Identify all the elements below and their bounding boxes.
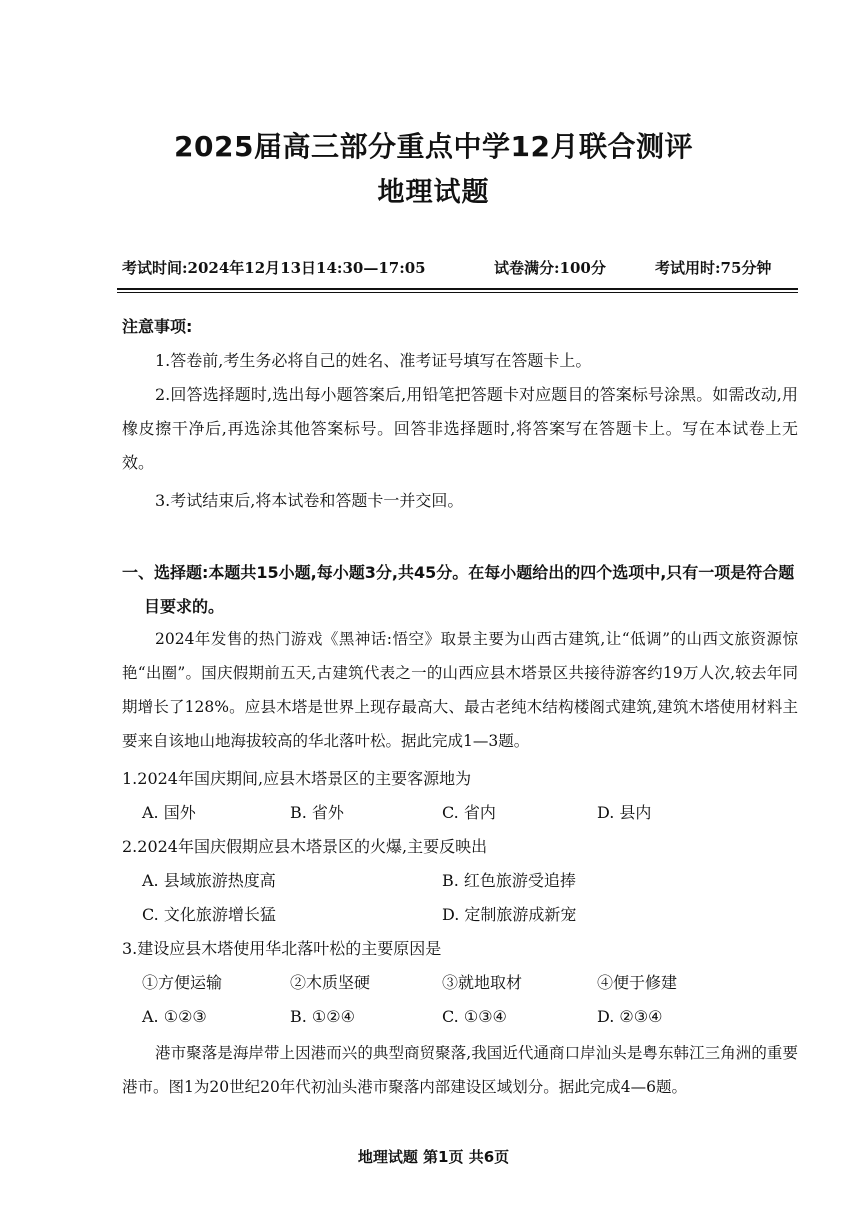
- q3-option-c: C. ①③④: [442, 1007, 507, 1026]
- q3-option-b: B. ①②④: [290, 1007, 355, 1026]
- q3-choice-4: ④便于修建: [597, 973, 678, 992]
- question-2-stem: 2.2024年国庆假期应县木塔景区的火爆,主要反映出: [122, 837, 488, 856]
- q1-option-c: C. 省内: [442, 803, 496, 822]
- passage-2: 港市聚落是海岸带上因港而兴的典型商贸聚落,我国近代通商口岸汕头是粤东韩江三角洲的重要港市。图1为20世纪20年代初汕头港市聚落内部建设区域划分。据此完成4—6题。: [122, 1044, 798, 1096]
- q3-option-d: D. ②③④: [597, 1007, 663, 1026]
- passage-1: 2024年发售的热门游戏《黑神话:悟空》取景主要为山西古建筑,让“低调”的山西文旅资源惊艳“出圈”。国庆假期前五天,古建筑代表之一的山西应县木塔景区共接待游客约19万人次,较去年同期增长了128%。应县木塔是世界上现存最高大、最古老纯木结构楼阁式建筑,建筑木塔使用材料主要来自该地山地海拔较高的华北落叶松。据此完成1—3题。: [122, 630, 798, 750]
- q1-option-d: D. 县内: [597, 803, 652, 822]
- q2-option-c: C. 文化旅游增长猛: [142, 905, 276, 924]
- exam-time: 考试时间:2024年12月13日14:30—17:05: [122, 259, 426, 277]
- q2-option-d: D. 定制旅游成新宠: [442, 905, 577, 924]
- notice-item-3: 3.考试结束后,将本试卷和答题卡一并交回。: [155, 491, 464, 510]
- exam-full-score: 试卷满分:100分: [494, 259, 606, 277]
- page-footer: 地理试题 第1页 共6页: [357, 1148, 510, 1166]
- q1-option-a: A. 国外: [142, 803, 196, 822]
- q3-option-a: A. ①②③: [142, 1007, 207, 1026]
- exam-duration: 考试用时:75分钟: [655, 259, 772, 277]
- question-3-stem: 3.建设应县木塔使用华北落叶松的主要原因是: [122, 939, 442, 958]
- header-rule-thick: [117, 288, 798, 290]
- q2-option-b: B. 红色旅游受追捧: [442, 871, 576, 890]
- notice-item-1: 1.答卷前,考生务必将自己的姓名、准考证号填写在答题卡上。: [155, 351, 592, 370]
- exam-subtitle: 地理试题: [377, 177, 490, 208]
- q3-choice-3: ③就地取材: [442, 973, 523, 992]
- exam-info-bar: [122, 257, 797, 281]
- q1-option-b: B. 省外: [290, 803, 344, 822]
- exam-title: 2025届高三部分重点中学12月联合测评: [174, 130, 693, 163]
- notice-heading: 注意事项:: [122, 317, 193, 336]
- question-1-stem: 1.2024年国庆期间,应县木塔景区的主要客源地为: [122, 769, 472, 788]
- section-heading: 一、选择题:本题共15小题,每小题3分,共45分。在每小题给出的四个选项中,只有一项是符合题目要求的。: [122, 563, 795, 616]
- notice-item-2: 2.回答选择题时,选出每小题答案后,用铅笔把答题卡对应题目的答案标号涂黑。如需改动,用橡皮擦干净后,再选涂其他答案标号。回答非选择题时,将答案写在答题卡上。写在本试卷上无效。: [122, 385, 798, 472]
- q3-choice-1: ①方便运输: [142, 973, 223, 992]
- header-rule-thin: [117, 292, 798, 293]
- q3-choice-2: ②木质坚硬: [290, 973, 371, 992]
- q2-option-a: A. 县域旅游热度高: [142, 871, 276, 890]
